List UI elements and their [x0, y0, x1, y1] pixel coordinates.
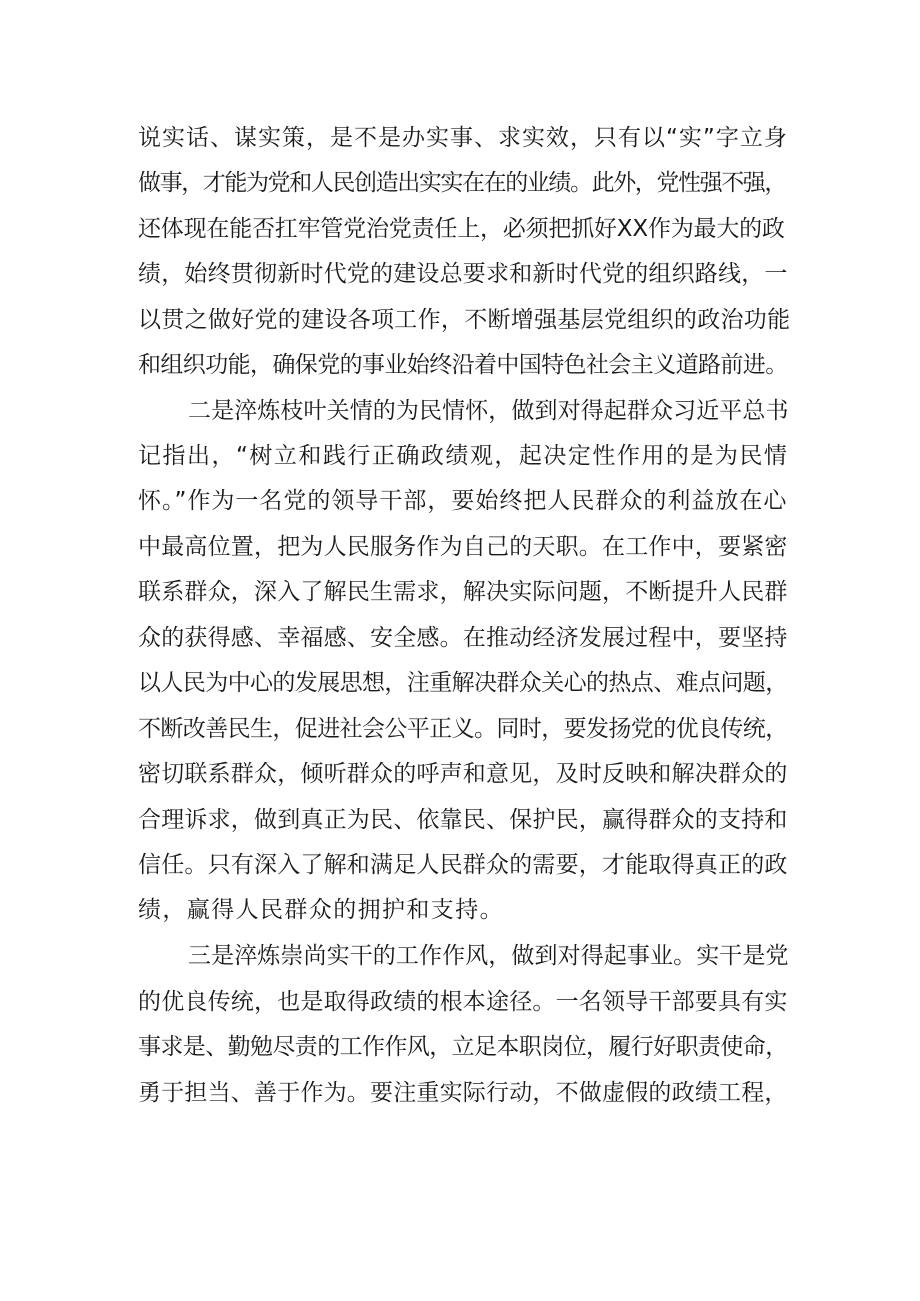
text-line: 联系群众，深入了解民生需求，解决实际问题，不断提升人民群 — [138, 579, 788, 605]
text-line: 的优良传统，也是取得政绩的根本途径。一名领导干部要具有实 — [138, 989, 788, 1015]
text-line: 和组织功能，确保党的事业始终沿着中国特色社会主义道路前进。 — [138, 352, 788, 378]
text-line: 绩，赢得人民群众的拥护和支持。 — [138, 897, 504, 923]
text-line: 事求是、勤勉尽责的工作作风，立足本职岗位，履行好职责使命， — [138, 1034, 788, 1060]
text-line: 说实话、谋实策，是不是办实事、求实效，只有以“实”字立身 — [138, 125, 788, 151]
document-body — [138, 123, 791, 1223]
text-line: 三是淬炼崇尚实干的工作作风，做到对得起事业。实干是党 — [188, 943, 789, 969]
text-line: 不断改善民生，促进社会公平正义。同时，要发扬党的优良传统， — [138, 716, 788, 742]
text-line: 密切联系群众，倾听群众的呼声和意见，及时反映和解决群众的 — [138, 761, 788, 787]
text-line: 还体现在能否扛牢管党治党责任上，必须把抓好XX作为最大的政 — [138, 216, 785, 242]
text-line: 众的获得感、幸福感、安全感。在推动经济发展过程中，要坚持 — [138, 625, 788, 651]
text-line: 做事，才能为党和人民创造出实实在在的业绩。此外，党性强不强， — [138, 170, 787, 196]
text-line: 信任。只有深入了解和满足人民群众的需要，才能取得真正的政 — [138, 852, 788, 878]
text-line: 勇于担当、善于作为。要注重实际行动，不做虚假的政绩工程， — [138, 1080, 788, 1106]
text-line: 以贯之做好党的建设各项工作，不断增强基层党组织的政治功能 — [138, 307, 791, 333]
text-line: 合理诉求，做到真正为民、依靠民、保护民，赢得群众的支持和 — [138, 807, 788, 833]
text-line: 二是淬炼枝叶关情的为民情怀，做到对得起群众习近平总书 — [188, 398, 789, 424]
text-line: 怀。”作为一名党的领导干部，要始终把人民群众的利益放在心 — [138, 488, 788, 514]
text-line: 以人民为中心的发展思想，注重解决群众关心的热点、难点问题， — [138, 670, 788, 696]
text-line: 中最高位置，把为人民服务作为自己的天职。在工作中，要紧密 — [138, 534, 788, 560]
text-line: 记指出，“树立和践行正确政绩观，起决定性作用的是为民情 — [138, 443, 789, 469]
text-line: 绩，始终贯彻新时代党的建设总要求和新时代党的组织路线，一 — [138, 261, 788, 287]
